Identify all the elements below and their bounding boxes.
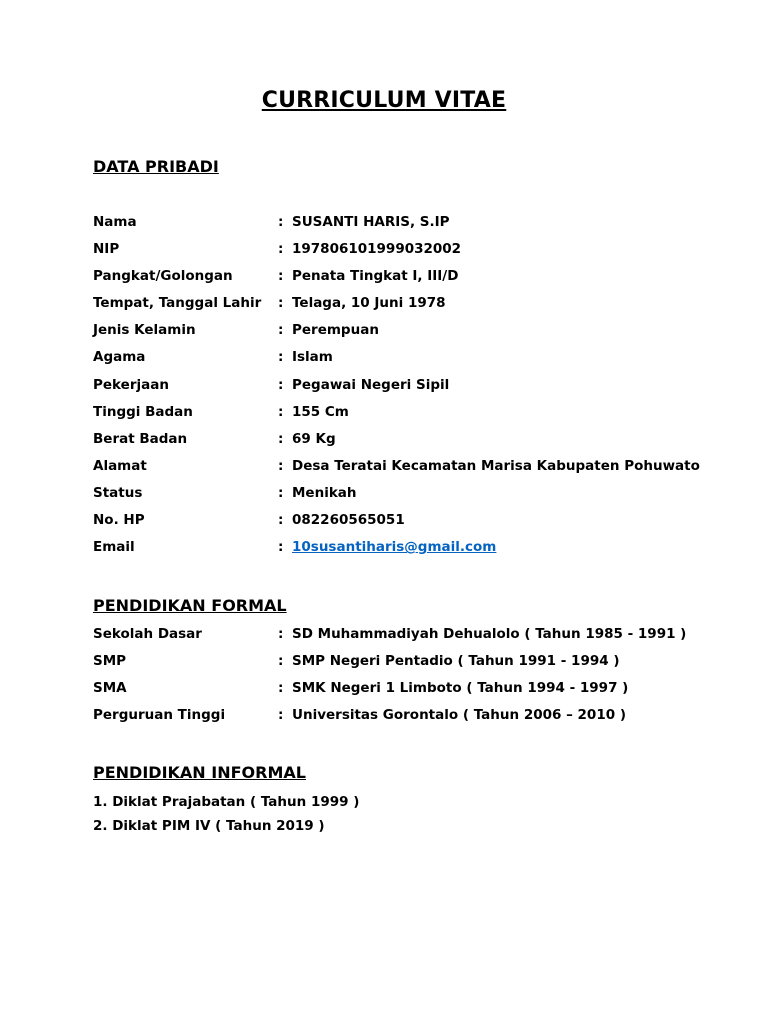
field-value: SD Muhammadiyah Dehualolo ( Tahun 1985 - 1991 ) [292,626,687,642]
field-value: Universitas Gorontalo ( Tahun 2006 – 2010 ) [292,707,626,724]
field-value: Telaga, 10 Juni 1978 [292,295,446,312]
field-row-berat-badan [93,431,733,458]
field-value: Islam [292,349,333,366]
field-label: No. HP [93,512,145,529]
field-row-nama [93,214,733,241]
field-label: SMP [93,653,127,670]
field-row-pangkat-golongan [93,268,733,295]
field-separator: : [278,322,284,339]
field-separator: : [278,268,284,285]
field-label: Perguruan Tinggi [93,707,226,724]
field-value: Desa Teratai Kecamatan Marisa Kabupaten Pohuwato [292,457,700,474]
field-label: Agama [93,349,146,366]
field-separator: : [278,539,284,556]
field-separator: : [278,214,284,230]
field-label: Pekerjaan [93,376,169,393]
education-row-sma [93,680,733,707]
field-label: Jenis Kelamin [93,322,196,339]
field-label: Pangkat/Golongan [93,268,233,285]
field-value: SUSANTI HARIS, S.IP [292,214,450,230]
field-value: 082260565051 [292,512,405,529]
field-separator: : [278,295,284,312]
email-link[interactable]: 10susantiharis@gmail.com [292,539,497,556]
field-separator: : [278,349,284,366]
page-title: CURRICULUM VITAE [261,88,507,113]
section-heading-data-pribadi: DATA PRIBADI [93,157,219,176]
education-row-sekolah-dasar [93,626,733,653]
education-row-perguruan-tinggi [93,707,733,734]
field-separator: : [278,512,284,529]
field-row-nip [93,241,733,268]
field-row-no-hp [93,512,733,539]
field-value: SMP Negeri Pentadio ( Tahun 1991 - 1994 ) [292,653,620,670]
field-label: NIP [93,241,120,258]
field-label: Nama [93,214,137,230]
field-row-jenis-kelamin [93,322,733,349]
field-label: Berat Badan [93,430,188,447]
field-row-pekerjaan [93,377,733,404]
field-value: 69 Kg [292,430,336,447]
list-item: 2. Diklat PIM IV ( Tahun 2019 ) [93,818,325,834]
field-separator: : [278,707,284,724]
field-label: Tinggi Badan [93,403,193,420]
section-heading-pendidikan-informal: PENDIDIKAN INFORMAL [93,763,306,782]
field-row-tinggi-badan [93,404,733,431]
field-value: 197806101999032002 [292,241,462,258]
data-pribadi-list [93,214,733,566]
field-row-tempat-tanggal-lahir [93,295,733,322]
field-separator: : [278,653,284,670]
field-label: Sekolah Dasar [93,626,202,642]
field-row-agama [93,349,733,376]
field-value: Pegawai Negeri Sipil [292,376,450,393]
field-value: SMK Negeri 1 Limboto ( Tahun 1994 - 1997 ) [292,680,629,697]
pendidikan-informal-list [93,794,359,842]
field-label: SMA [93,680,127,697]
field-label: Email [93,539,135,556]
field-separator: : [278,680,284,697]
field-separator: : [278,626,284,642]
field-separator: : [278,484,284,501]
field-separator: : [278,403,284,420]
field-separator: : [278,457,284,474]
education-row-smp [93,653,733,680]
field-row-status [93,485,733,512]
field-row-email [93,539,733,566]
field-label: Alamat [93,457,147,474]
field-value: Penata Tingkat I, III/D [292,268,459,285]
field-value: 155 Cm [292,403,349,420]
field-separator: : [278,241,284,258]
section-heading-pendidikan-formal: PENDIDIKAN FORMAL [93,596,287,615]
field-value: Menikah [292,484,357,501]
list-item: 1. Diklat Prajabatan ( Tahun 1999 ) [93,794,360,810]
field-label: Tempat, Tanggal Lahir [93,295,262,312]
field-value: Perempuan [292,322,379,339]
field-label: Status [93,484,143,501]
field-separator: : [278,430,284,447]
field-separator: : [278,376,284,393]
field-row-alamat [93,458,733,485]
pendidikan-formal-list [93,626,733,734]
